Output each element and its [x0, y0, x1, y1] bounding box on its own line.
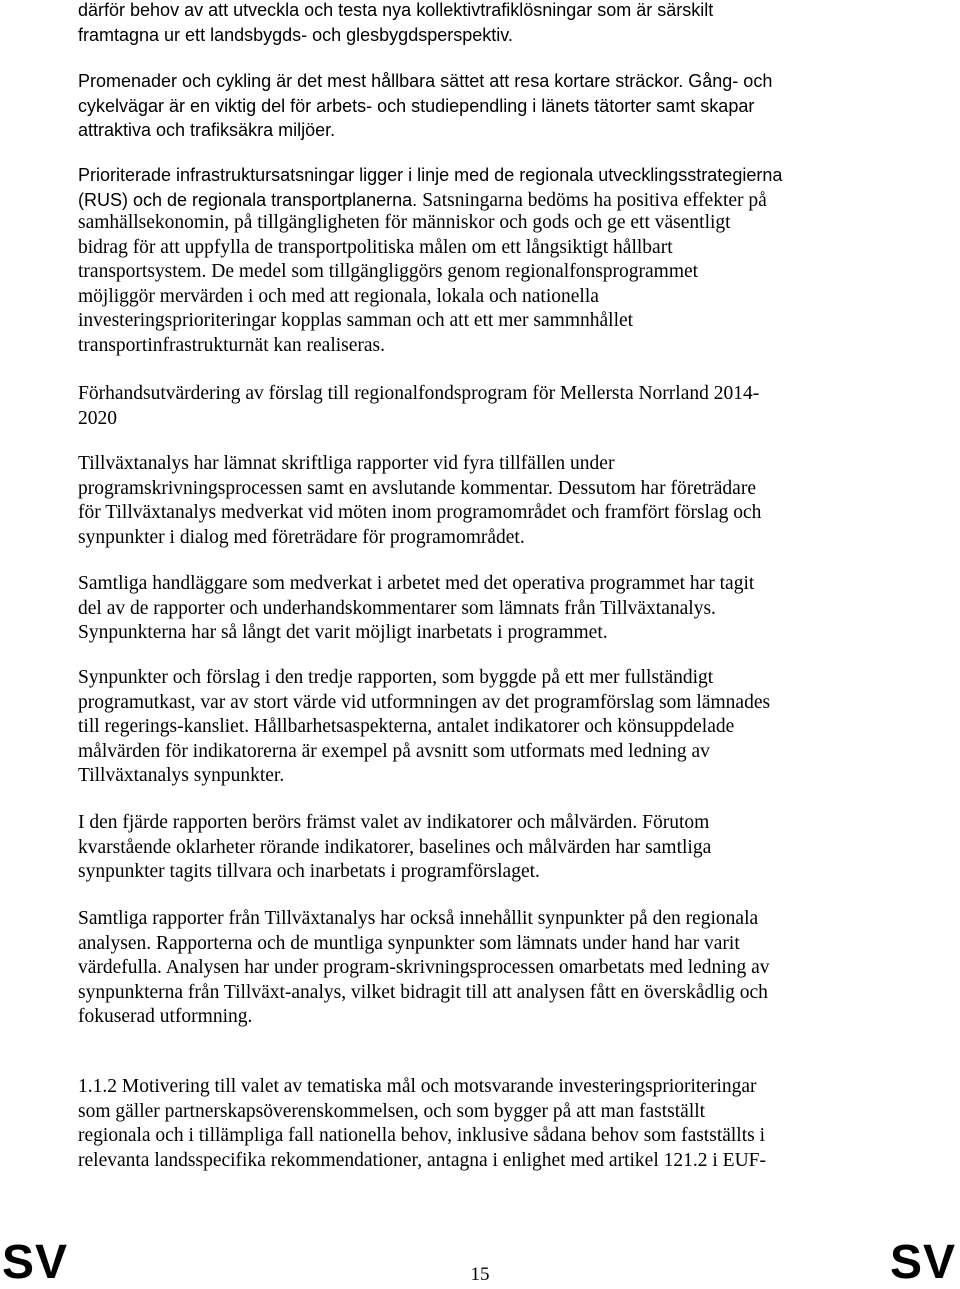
text-line: synpunkter tagits tillvara och inarbetats i programförslaget.: [78, 861, 540, 883]
page-number: 15: [470, 1264, 490, 1285]
language-label-left: SV: [2, 1236, 69, 1289]
text-line: 2020: [78, 407, 117, 429]
text-fragment: transportsystem.: [78, 261, 207, 283]
text-line: Synpunkter och förslag i den tredje rapporten, som byggde på ett mer fullständigt: [78, 667, 714, 688]
paragraph-tillvaxtanalys: [78, 452, 761, 550]
paragraph-prioriterade: [78, 163, 782, 213]
paragraph-promenader: [78, 69, 772, 143]
text-line: transportinfrastrukturnät kan realiseras.: [78, 334, 386, 356]
paragraph-fjarde-rapporten: [78, 811, 711, 885]
section-1-1-2: [78, 1075, 766, 1173]
text-line: till regerings-kansliet. Hållbarhetsaspekterna, antalet indikatorer och könsuppdelade: [78, 716, 735, 738]
text-line: del av de rapporter och underhandskommentarer som lämnats från Tillväxtanalys.: [78, 597, 716, 619]
text-line: Synpunkterna har så långt det varit möjligt inarbetats i programmet.: [78, 622, 608, 644]
text-line: kvarstående oklarheter rörande indikatorer, baselines och målvärden har samtliga: [78, 836, 712, 858]
text-line: Samtliga rapporter från Tillväxtanalys har också innehållit synpunkter på den regionala: [78, 908, 759, 929]
text-line: [78, 260, 731, 285]
text-line: investeringsprioriteringar kopplas samman och att ett mer sammnhållet: [78, 310, 634, 332]
text-line: I den fjärde rapporten berörs främst valet av indikatorer och målvärden. Förutom: [78, 812, 710, 833]
text-line: samhällsekonomin, på tillgängligheten för människor och gods och ge ett väsentligt: [78, 212, 731, 233]
text-line: värdefulla. Analysen har under program-skrivningsprocessen omarbetats med ledning av: [78, 957, 770, 979]
text-line: programskrivningsprocessen samt en avslutande kommentar. Dessutom har företrädare: [78, 477, 756, 499]
text-line: framtagna ur ett landsbygds- och glesbygdsperspektiv.: [78, 24, 513, 45]
text-line: synpunkterna från Tillväxt-analys, vilket bidragit till att analysen fått en överskådlig och: [78, 981, 768, 1003]
section-heading: [78, 382, 759, 431]
paragraph-lokaltrafik: [78, 0, 713, 47]
text-line: möjliggör mervärden i och med att regionala, lokala och nationella: [78, 285, 599, 307]
text-line: Prioriterade infrastruktursatsningar ligger i linje med de regionala utvecklingsstrategierna: [78, 165, 783, 185]
text-line: Tillväxtanalys har lämnat skriftliga rapporter vid fyra tillfällen under: [78, 453, 615, 474]
text-line: Promenader och cykling är det mest hållbara sättet att resa kortare sträckor. Gång- och: [78, 71, 773, 91]
text-fragment: De medel som tillgängliggörs genom regionalfonsprogrammet: [211, 261, 699, 283]
text-line: Samtliga handläggare som medverkat i arbetet med det operativa programmet har tagit: [78, 573, 755, 594]
text-line: attraktiva och trafiksäkra miljöer.: [78, 120, 336, 140]
text-line: målvärden för indikatorerna är exempel på avsnitt som utformats med ledning av: [78, 740, 710, 762]
text-line: fokuserad utformning.: [78, 1006, 253, 1028]
text-line: programutkast, var av stort värde vid utformningen av det programförslag som lämnades: [78, 691, 771, 713]
text-fragment: Satsningarna bedöms ha positiva effekter på: [422, 189, 767, 211]
paragraph-tredje-rapporten: [78, 666, 770, 789]
text-fragment: (RUS) och de regionala transportplanerna.: [78, 189, 418, 210]
text-line: Förhandsutvärdering av förslag till regionalfondsprogram för Mellersta Norrland 2014-: [78, 383, 760, 404]
text-line: relevanta landsspecifika rekommendationer, antagna i enlighet med artikel 121.2 i EUF-: [78, 1149, 766, 1171]
text-line: 1.1.2 Motivering till valet av tematiska mål och motsvarande investeringsprioriteringar: [78, 1076, 757, 1097]
paragraph-samtliga-rapporter: [78, 907, 770, 1030]
text-line: cykelvägar är en viktig del för arbets- och studiependling i länets tätorter samt skapar: [78, 95, 755, 116]
paragraph-satsningarna: [78, 211, 731, 359]
text-line: analysen. Rapporterna och de muntliga synpunkter som lämnats under hand har varit: [78, 932, 740, 954]
text-line: regionala och i tillämpliga fall nationella behov, inklusive sådana behov som fastställts i: [78, 1125, 766, 1147]
text-line: synpunkter i dialog med företrädare för programområdet.: [78, 526, 525, 548]
text-line: Tillväxtanalys synpunkter.: [78, 765, 285, 787]
text-line: [78, 188, 782, 214]
text-line: som gäller partnerskapsöverenskommelsen, och som bygger på att man fastställt: [78, 1100, 706, 1122]
text-line: bidrag för att uppfylla de transportpolitiska målen om ett långsiktigt hållbart: [78, 236, 673, 258]
text-line: därför behov av att utveckla och testa nya kollektivtrafiklösningar som är särskilt: [78, 0, 714, 20]
paragraph-handlaggare: [78, 572, 754, 646]
language-label-right: SV: [889, 1236, 956, 1289]
text-line: för Tillväxtanalys medverkat vid möten inom programområdet och framfört förslag och: [78, 502, 762, 524]
